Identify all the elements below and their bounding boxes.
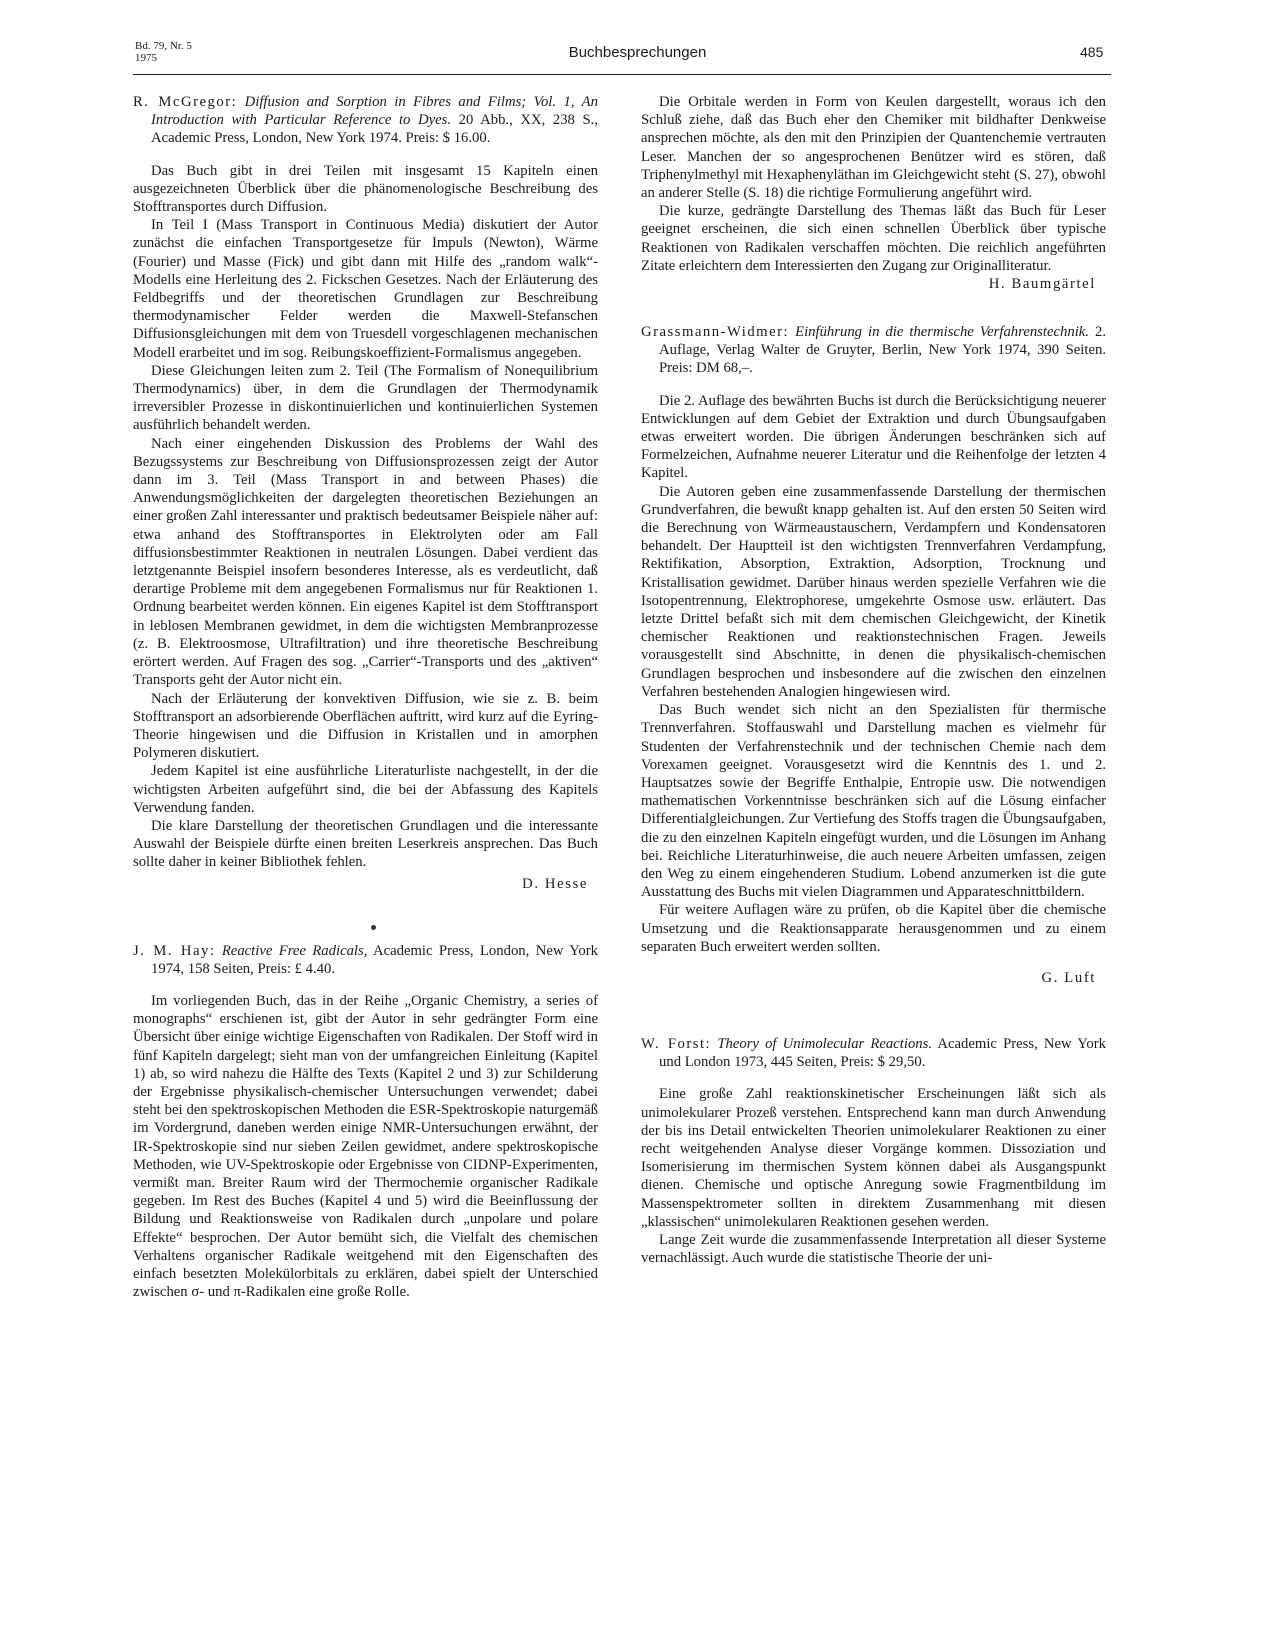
review-paragraph: Lange Zeit wurde die zusammenfassende Interpretation all dieser Systeme vernachlässigt. Auch wurde die statistische Theorie der uni- (641, 1231, 1106, 1267)
page-number: 485 (1080, 44, 1104, 60)
review-paragraph: Die 2. Auflage des bewährten Buchs ist durch die Berücksichtigung neuerer Entwicklungen auf dem Gebiet der Extraktion und durch Übungsaufgaben etwas erweitert worden. Die übrigen Änderungen beschränken sich auf Formelzeichen, Aufnahme neuerer Literatur und die Reihenfolge der letzten 4 Kapitel. (641, 392, 1106, 482)
book-title: Einführung in die thermische Verfahrenstechnik. (795, 324, 1089, 341)
section-title: Buchbesprechungen (568, 44, 707, 61)
review-paragraph: Für weitere Auflagen wäre zu prüfen, ob die Kapitel über die chemische Umsetzung und die Reaktionsapparate herausgenommen und zu einem separaten Buch erweitert werden sollten. (641, 902, 1106, 955)
review-paragraph: Die kurze, gedrängte Darstellung des Themas läßt das Buch für Leser geeignet erscheinen, die sich einen schnellen Überblick über typische Reaktionen von Radikalen verschaffen möchten. Die reichlich angeführten Zitate erleichtern dem Interessierten den Zugang zur Originalliteratur. H. Baumgärtel (641, 203, 1106, 293)
book-title: Reactive Free Radicals, (221, 942, 368, 959)
review-reference (133, 93, 598, 148)
review-reference (641, 1035, 1106, 1071)
review-paragraph: Nach einer eingehenden Diskussion des Problems der Wahl des Bezugssystems zur Beschreibung von Diffusionsprozessen zeigt der Autor dann im 3. Teil (Mass Transport in and between Phases) die Anwendungsmöglichkeiten der dargelegten theoretischen Beziehungen an einer großen Zahl interessanter und praktisch bedeutsamer Beispiele näher auf: etwa anhand des Stofftransportes in Elektrolyten oder am Fall diffusionsbestimmter Reaktionen in neutralen Lösungen. Dabei verdient das letztgenannte Beispiel insofern besonderes Interesse, als es verdeutlicht, daß derartige Probleme mit dem angegebenen Formalismus nur für Reaktionen 1. Ordnung bearbeitet werden können. Ein eigenes Kapitel ist dem Stofftransport in leblosen Membranen gewidmet, in dem die wichtigsten Membranprozesse (z. B. Elektroosmose, Ultrafiltration) und ihre theoretische Beschreibung erörtert werden. Auf Fragen des sog. „Carrier“-Transports und des „aktiven“ Transports geht der Autor nicht ein. (133, 435, 598, 689)
review-author: W. Forst: (641, 1035, 712, 1052)
reviewer-signature: D. Hesse (522, 875, 588, 892)
review-reference (133, 942, 598, 978)
review-paragraph: In Teil I (Mass Transport in Continuous Media) diskutiert der Autor zunächst die einfachen Transportgesetze für Impuls (Newton), Wärme (Fourier) und Masse (Fick) und gibt dann mit Hilfe des „random walk“-Modells eine Herleitung des 2. Fickschen Gesetzes. Nach der Erläuterung des Feldbegriffs und der theoretischen Grundlagen zur Beschreibung thermodynamischer Felder werden die Maxwell-Stefanschen Diffusionsgleichungen mit dem von Truesdell vorgeschlagenen mechanischen Modell erarbeitet und im sog. Reibungskoeffizient-Formalismus angegeben. (133, 217, 598, 361)
book-details: Academic Press, New York und London 1973, 445 Seiten, Preis: $ 29,50. (659, 1035, 1107, 1071)
review-paragraph: Eine große Zahl reaktionskinetischer Erscheinungen läßt sich als unimolekularer Prozeß verstehen. Entsprechend kann man durch Anwendung der bis ins Detail entwickelten Theorien unimolekularer Reaktionen zu einer recht weitgehenden Analyse dieser Vorgänge kommen. Dissoziation und Isomerisierung im thermischen System können dabei als Ausgangspunkt dienen. Chemische und optische Anregung sowie Fragmentbildung im Massenspektrometer sollten in direktem Zusammenhang mit diesen „klassischen“ unimolekularen Reaktionen gesehen werden. (641, 1086, 1106, 1230)
right-column (641, 93, 1106, 1267)
review-author: R. McGregor: (133, 94, 238, 110)
book-title: Theory of Unimolecular Reactions. (717, 1035, 933, 1052)
review-reference (641, 323, 1106, 378)
header-rule (133, 74, 1111, 75)
reviewer-signature: G. Luft (1041, 969, 1096, 986)
separator-dot (371, 925, 376, 930)
reviewer-signature: H. Baumgärtel (988, 276, 1096, 293)
book-details: 20 Abb., XX, 238 S., Academic Press, London, New York 1974. Preis: $ 16.00. (151, 112, 598, 147)
review-paragraph: Das Buch gibt in drei Teilen mit insgesamt 15 Kapiteln einen ausgezeichneten Überblick über die phänomenologische Beschreibung des Stofftransportes durch Diffusion. (133, 162, 598, 216)
volume-year: 1975 (135, 52, 157, 64)
book-details: Academic Press, London, New York 1974, 158 Seiten, Preis: £ 4.40. (151, 942, 598, 977)
book-title: Diffusion and Sorption in Fibres and Films; Vol. 1, An Introduction with Particular Reference to Dyes. (151, 94, 598, 129)
left-column (133, 93, 598, 1301)
review-paragraph: Jedem Kapitel ist eine ausführliche Literaturliste nachgestellt, in der die wichtigsten Arbeiten aufgeführt sind, die bei der Abfassung des Kapitels Verwendung fanden. (133, 763, 598, 816)
review-paragraph: Das Buch wendet sich nicht an den Spezialisten für thermische Trennverfahren. Stoffauswahl und Darstellung machen es vielmehr für Studenten der Verfahrenstechnik und der technischen Chemie nach dem Vorexamen geeignet. Vorausgesetzt wird die Kenntnis des 1. und 2. Hauptsatzes sowie der Begriffe Enthalpie, Entropie usw. Die notwendigen mathematischen Vorkenntnisse beschränken sich auf die Lösung einfacher Differentialgleichungen. Zur Vertiefung des Stoffs tragen die Übungsaufgaben, die zu den einzelnen Kapiteln eingefügt wurden, und die Lösungen im Anhang bei. Reichliche Literaturhinweise, die auch neuere Arbeiten umfassen, zeigen den Weg zu einem eingehenderen Studium. Lobend anzumerken ist die gute Ausstattung des Buchs mit vielen Diagrammen und Apparateschnittbildern. (641, 702, 1106, 901)
book-details: 2. Auflage, Verlag Walter de Gruyter, Berlin, New York 1974, 390 Seiten. Preis: DM 68,–. (659, 324, 1106, 377)
volume-number: Bd. 79, Nr. 5 (135, 40, 192, 52)
review-author: Grassmann-Widmer: (641, 324, 790, 341)
review-paragraph: Die Autoren geben eine zusammenfassende Darstellung der thermischen Grundverfahren, die bewußt knapp gehalten ist. Auf den ersten 50 Seiten wird die Berechnung von Wärmeaustauschern, Verdampfern und Kondensatoren behandelt. Der Hauptteil ist den wichtigsten Trennverfahren Verdampfung, Rektifikation, Absorption, Extraktion, Adsorption, Trocknung und Kristallisation gewidmet. Darüber hinaus werden spezielle Verfahren wie die Isotopentrennung, Elektrophorese, umgekehrte Osmose usw. erläutert. Das letzte Drittel befaßt sich mit dem chemischen Gleichgewicht, der Kinetik chemischer Reaktionen und reaktionstechnischen Fragen. Jeweils vorausgestellt sind Abschnitte, in denen die physikalisch-chemischen Grundlagen besprochen und insbesondere auf die zwischen den einzelnen Verfahren bestehenden Analogien hingewiesen wird. (641, 483, 1106, 700)
review-paragraph: Die Orbitale werden in Form von Keulen dargestellt, woraus ich den Schluß ziehe, daß das Buch eher den Chemiker mit bildhafter Denkweise ansprechen möchte, als den mit den Prinzipien der Quantenchemie vertrauten Leser. Manchen der so angesprochenen Benützer wird es stören, daß Triphenylmethyl mit Hexaphenyläthan im Gleichgewicht steht (S. 27), obwohl an anderer Stelle (S. 18) die richtige Formulierung angeführt wird. (641, 94, 1106, 202)
review-paragraph: Diese Gleichungen leiten zum 2. Teil (The Formalism of Nonequilibrium Thermodynamics) über, in dem die Grundlagen der Thermodynamik irreversibler Prozesse in diskontinuierlichen und kontinuierlichen Systemen ausführlich behandelt werden. (133, 362, 598, 434)
review-author: J. M. Hay: (133, 942, 216, 959)
review-paragraph: Nach der Erläuterung der konvektiven Diffusion, wie sie z. B. beim Stofftransport an adsorbierende Oberflächen auftritt, wird kurz auf die Eyring-Theorie hingewisen und die Diffusion in Kristallen und in amorphen Polymeren diskutiert. (133, 690, 598, 762)
review-paragraph: Im vorliegenden Buch, das in der Reihe „Organic Chemistry, a series of monographs“ erschienen ist, gibt der Autor in sehr gedrängter Form eine Übersicht über einige wichtige Eigenschaften von Radikalen. Der Stoff wird in fünf Kapiteln dargelegt; sieht man von der umfangreichen Einleitung (Kapitel 1) ab, so wird nahezu die Hälfte des Texts (Kapitel 2 und 3) zur Schilderung der Ergebnisse physikalisch-chemischer Untersuchungen verwendet; dabei steht bei den spektroskopischen Methoden die ESR-Spektroskopie naturgemäß im Vordergrund, daneben werden einige NMR-Untersuchungen erwähnt, der IR-Spektroskopie sind nur sieben Zeilen gewidmet, andere spektroskopische Methoden, wie UV-Spektroskopie oder Ergebnisse von CIDNP-Experimenten, vermißt man. Breiter Raum wird der Thermochemie organischer Radikale gegeben. Im Rest des Buches (Kapitel 4 und 5) wird die Beeinflussung der Bildung und Reaktionsweise von Radikalen durch „unpolare und polare Effekte“ besprochen. Der Autor bemüht sich, die Vielfalt des chemischen Verhaltens organischer Radikale weitgehend mit den Eigenschaften des einfach besetzten Molekülorbitals zu erklären, dabei spielt der Unterschied zwischen σ- und π-Radikalen eine große Rolle. (133, 992, 598, 1301)
review-paragraph: Die klare Darstellung der theoretischen Grundlagen und die interessante Auswahl der Beispiele dürfte einen breiten Leserkreis ansprechen. Das Buch sollte daher in keiner Bibliothek fehlen. (133, 817, 598, 871)
